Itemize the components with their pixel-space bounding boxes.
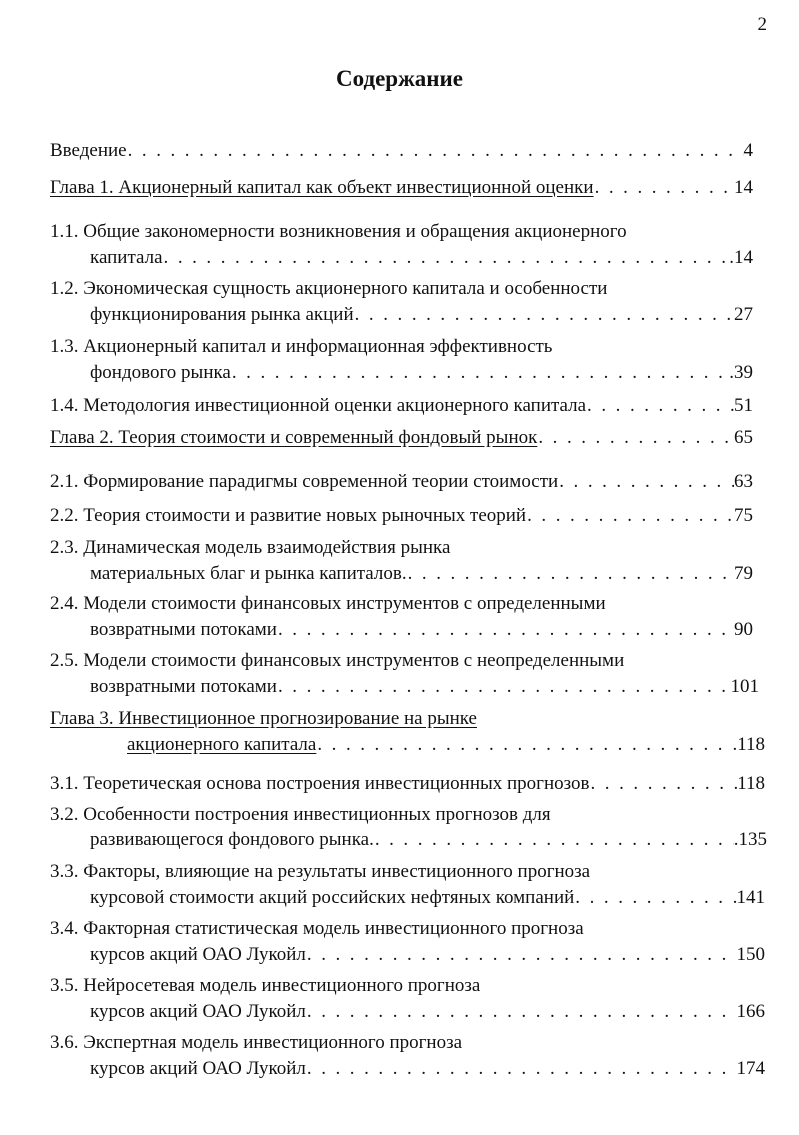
dot-leader bbox=[374, 827, 734, 853]
toc-section-2-3-cont[interactable] bbox=[90, 561, 753, 587]
section-page: 79 bbox=[734, 563, 753, 584]
toc-section-3-1[interactable] bbox=[50, 771, 765, 797]
section-page: .135 bbox=[733, 829, 767, 850]
toc-section-1-1-cont[interactable] bbox=[90, 245, 753, 271]
section-title-cont: курсовой стоимости акций российских нефтяных компаний bbox=[90, 887, 575, 908]
toc-section-2-1[interactable] bbox=[50, 469, 753, 495]
dot-leader bbox=[316, 732, 732, 758]
page-title: Содержание bbox=[336, 66, 463, 91]
toc-chapter-1[interactable] bbox=[50, 175, 753, 201]
section-title-cont: курсов акций ОАО Лукойл bbox=[90, 1001, 306, 1022]
toc-section-3-4-cont[interactable] bbox=[90, 942, 765, 968]
section-title: 3.4. Факторная статистическая модель инвестиционного прогноза bbox=[50, 918, 584, 939]
chapter-title: Глава 3. Инвестиционное прогнозирование на рынке bbox=[50, 708, 477, 729]
section-title: 3.2. Особенности построения инвестиционных прогнозов для bbox=[50, 804, 551, 825]
dot-leader bbox=[231, 360, 729, 386]
toc-chapter-3[interactable] bbox=[50, 706, 477, 732]
chapter-page: .118 bbox=[732, 734, 765, 755]
section-title-cont: развивающегося фондового рынка. bbox=[90, 829, 374, 850]
section-title: 3.6. Экспертная модель инвестиционного прогноза bbox=[50, 1032, 463, 1053]
section-title: 2.2. Теория стоимости и развитие новых рыночных теорий bbox=[50, 505, 527, 526]
section-page: 27 bbox=[734, 304, 753, 325]
toc-section-2-3[interactable] bbox=[50, 535, 450, 561]
section-page: 101 bbox=[730, 676, 759, 697]
section-title: 3.3. Факторы, влияющие на результаты инвестиционного прогноза bbox=[50, 861, 591, 882]
dot-leader bbox=[277, 617, 734, 643]
section-page: .14 bbox=[729, 247, 753, 268]
dot-leader bbox=[306, 1056, 737, 1082]
toc-entry-page: 4 bbox=[743, 140, 753, 161]
dot-leader bbox=[526, 503, 734, 529]
section-title: 1.4. Методология инвестиционной оценки акционерного капитала bbox=[50, 395, 587, 416]
toc-section-3-6-cont[interactable] bbox=[90, 1056, 765, 1082]
chapter-title: Глава 2. Теория стоимости и современный фондовый рынок bbox=[50, 427, 538, 448]
section-title: 2.4. Модели стоимости финансовых инструментов с определенными bbox=[50, 593, 606, 614]
section-title-cont: курсов акций ОАО Лукойл bbox=[90, 944, 306, 965]
section-page: 51 bbox=[734, 395, 753, 416]
toc-section-3-2[interactable] bbox=[50, 802, 551, 828]
dot-leader bbox=[594, 175, 734, 201]
chapter-page: 65 bbox=[734, 427, 753, 448]
page-number: 2 bbox=[757, 14, 767, 35]
section-page: 174 bbox=[736, 1058, 765, 1079]
section-title: 2.5. Модели стоимости финансовых инструментов с неопределенными bbox=[50, 650, 625, 671]
toc-section-2-5[interactable] bbox=[50, 648, 624, 674]
dot-leader bbox=[558, 469, 734, 495]
dot-leader bbox=[407, 561, 734, 587]
toc-section-3-5-cont[interactable] bbox=[90, 999, 765, 1025]
toc-section-3-5[interactable] bbox=[50, 973, 480, 999]
dot-leader bbox=[537, 425, 734, 451]
section-title: 3.1. Теоретическая основа построения инвестиционных прогнозов bbox=[50, 773, 590, 794]
dot-leader bbox=[354, 302, 734, 328]
toc-section-2-4-cont[interactable] bbox=[90, 617, 753, 643]
section-page: 63 bbox=[734, 471, 753, 492]
toc-section-1-4[interactable] bbox=[50, 393, 753, 419]
toc-section-1-1[interactable] bbox=[50, 219, 627, 245]
section-title-cont: возвратными потоками bbox=[90, 676, 277, 697]
dot-leader bbox=[306, 942, 737, 968]
chapter-title: Глава 1. Акционерный капитал как объект инвестиционной оценки bbox=[50, 177, 594, 198]
section-title: 2.3. Динамическая модель взаимодействия рынка bbox=[50, 537, 451, 558]
section-page: 166 bbox=[736, 1001, 765, 1022]
section-title: 1.3. Акционерный капитал и информационная эффективность bbox=[50, 336, 553, 357]
dot-leader bbox=[586, 393, 734, 419]
toc-chapter-3-cont[interactable] bbox=[127, 732, 765, 758]
toc-section-2-4[interactable] bbox=[50, 591, 606, 617]
toc-section-1-3-cont[interactable] bbox=[90, 360, 753, 386]
section-title-cont: капитала bbox=[90, 247, 163, 268]
section-page: 118 bbox=[737, 773, 765, 794]
toc-section-3-3[interactable] bbox=[50, 859, 590, 885]
toc-entry-title: Введение bbox=[50, 140, 127, 161]
dot-leader bbox=[127, 138, 744, 164]
section-page: 150 bbox=[736, 944, 765, 965]
toc-section-1-2-cont[interactable] bbox=[90, 302, 753, 328]
toc-section-2-2[interactable] bbox=[50, 503, 753, 529]
section-title: 1.2. Экономическая сущность акционерного капитала и особенности bbox=[50, 278, 608, 299]
toc-section-3-3-cont[interactable] bbox=[90, 885, 765, 911]
section-page: 75 bbox=[734, 505, 753, 526]
toc-section-3-4[interactable] bbox=[50, 916, 584, 942]
section-title-cont: функционирования рынка акций bbox=[90, 304, 354, 325]
section-title: 1.1. Общие закономерности возникновения и обращения акционерного bbox=[50, 221, 627, 242]
dot-leader bbox=[306, 999, 737, 1025]
section-page: 90 bbox=[734, 619, 753, 640]
section-title-cont: фондового рынка bbox=[90, 362, 231, 383]
toc-section-3-2-cont[interactable] bbox=[90, 827, 767, 853]
toc-section-2-5-cont[interactable] bbox=[90, 674, 759, 700]
dot-leader bbox=[590, 771, 738, 797]
dot-leader bbox=[574, 885, 736, 911]
section-page: 141 bbox=[736, 887, 765, 908]
section-title-cont: материальных благ и рынка капиталов. bbox=[90, 563, 407, 584]
section-title: 3.5. Нейросетевая модель инвестиционного прогноза bbox=[50, 975, 481, 996]
toc-entry-intro[interactable] bbox=[50, 138, 753, 164]
section-title: 2.1. Формирование парадигмы современной теории стоимости bbox=[50, 471, 559, 492]
section-page: .39 bbox=[729, 362, 753, 383]
dot-leader bbox=[277, 674, 731, 700]
chapter-title-cont: акционерного капитала bbox=[127, 734, 317, 755]
section-title-cont: возвратными потоками bbox=[90, 619, 277, 640]
toc-chapter-2[interactable] bbox=[50, 425, 753, 451]
dot-leader bbox=[163, 245, 730, 271]
section-title-cont: курсов акций ОАО Лукойл bbox=[90, 1058, 306, 1079]
toc-section-3-6[interactable] bbox=[50, 1030, 462, 1056]
toc-section-1-2[interactable] bbox=[50, 276, 607, 302]
toc-section-1-3[interactable] bbox=[50, 334, 552, 360]
chapter-page: 14 bbox=[734, 177, 753, 198]
